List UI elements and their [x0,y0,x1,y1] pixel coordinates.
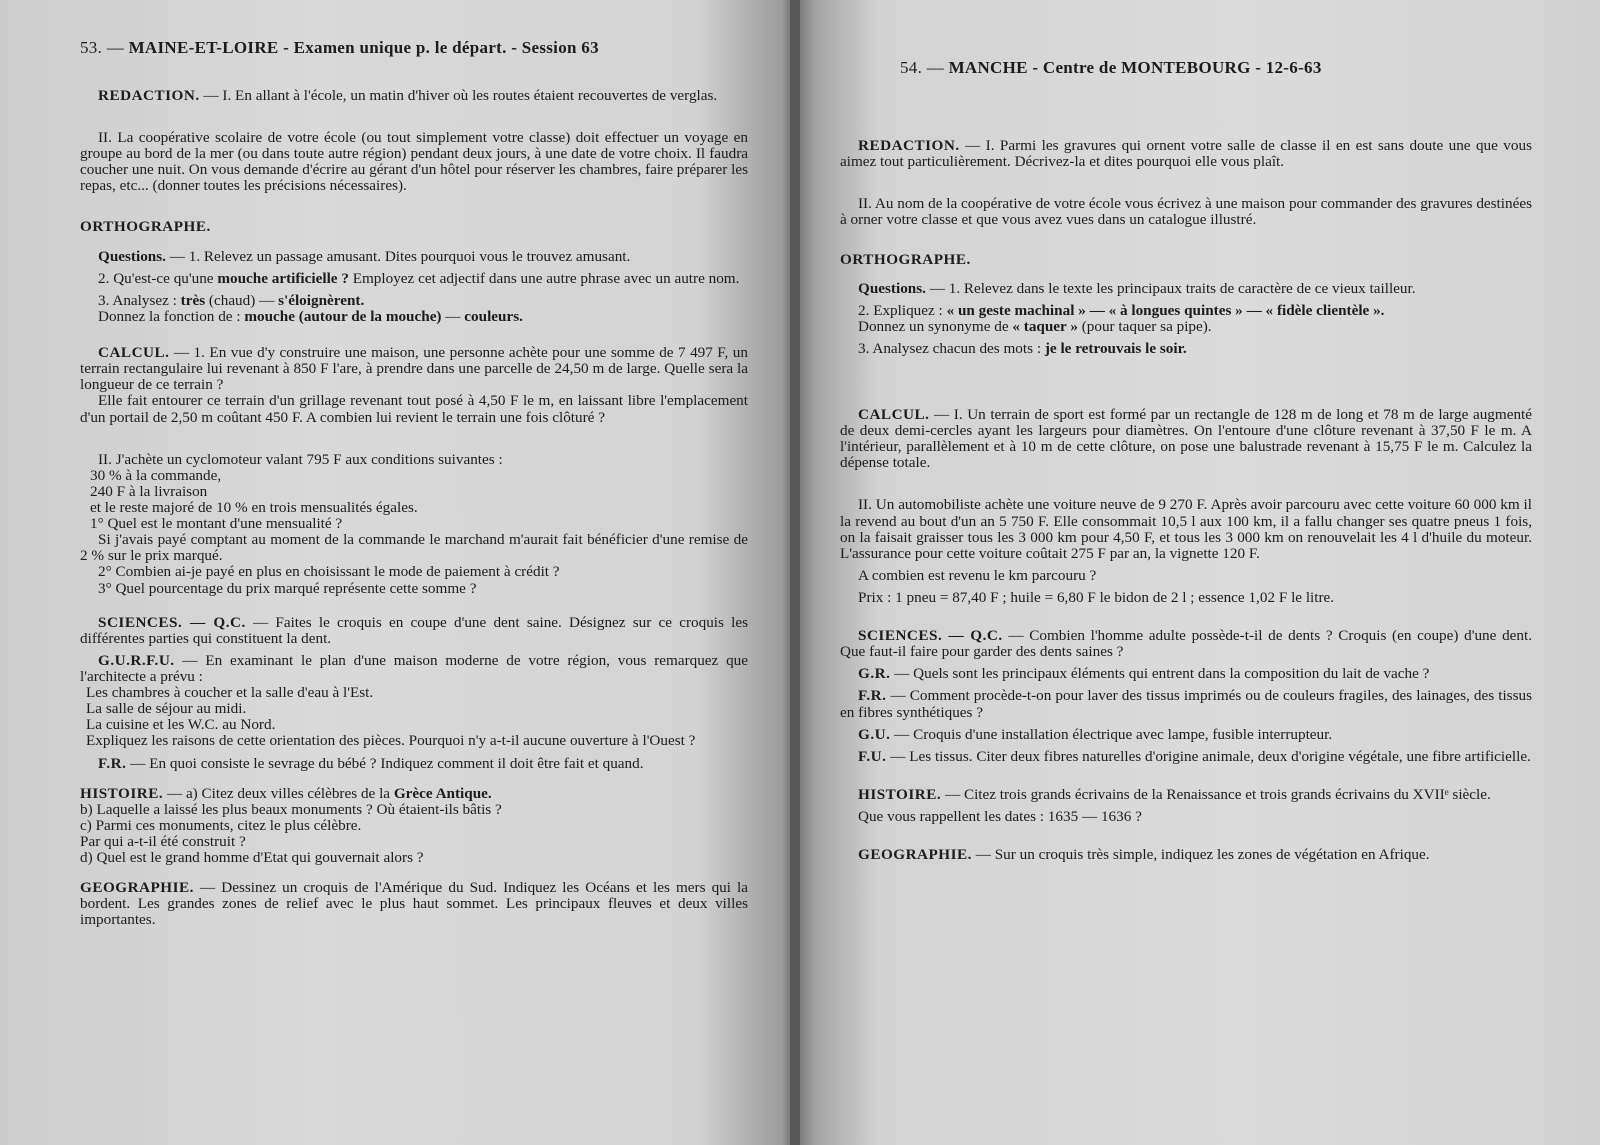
section-heading: SCIENCES. — Q.C. [858,627,1003,645]
page-header: 54. — MANCHE - Centre de MONTEBOURG - 12-6-63 [900,58,1322,77]
page-header: 53. — MAINE-ET-LOIRE - Examen unique p. le départ. - Session 63 [80,38,599,57]
geographie-section: GEOGRAPHIE. — Sur un croquis très simple, indiquez les zones de végétation en Afrique. [858,846,1430,864]
section-heading: CALCUL. [858,405,930,423]
section-heading: REDACTION. [98,87,200,104]
section-heading: ORTHOGRAPHE. [840,251,971,269]
section-heading: HISTOIRE. [80,784,164,802]
redaction-section: REDACTION. — I. En allant à l'école, un matin d'hiver où les routes étaient recouvertes de verglas. II. La coopérative scolaire de votre école (ou tout simplement votre classe) doit effectuer un voyage en groupe au bord de la mer (ou dans toute autre région) pendant deux jours, à une date de votre choix. Il faudra coucher une nuit. On vous demande d'écrire au gérant d'un hôtel pour réserver les chambres, faire préparer les repas, etc... (donner toutes les précisions nécessaires). [80,87,748,195]
book-spine [790,0,800,1145]
left-page [0,0,790,1145]
section-heading: HISTOIRE. [858,785,942,803]
section-heading: CALCUL. [98,344,170,362]
calcul-section: CALCUL. — I. Un terrain de sport est formé par un rectangle de 128 m de long et 78 m de large augmenté de deux demi-cercles ayant les largeurs pour diamètres. On l'entoure d'une clôture revenant à 37,50 F le m. A l'intérieur, parallèlement et à 10 m de cette clôture, on pose une balustrade revenant à 15,75 F le m. Calculez la dépense totale. II. Un automobiliste achète une voiture neuve de 9 270 F. Après avoir parcouru avec cette voiture 60 000 km il la revend au bout d'un an 5 750 F. Elle consommait 10,5 l aux 100 km, il a fallu changer ses quatre pneus 1 fois, on la faisait graisser tous les 3 000 km pour 4,50 F, et tous les 3 000 km on renouvelait les 4 l d'huile du moteur. L'assurance pour cette voiture coûtait 275 F par an, la vignette 120 F. A combien est revenu le km parcouru ? Prix : 1 pneu = 87,40 F ; huile = 6,80 F le bidon de 2 l ; essence 1,02 F le litre. [840,405,1533,606]
redaction-section: REDACTION. — I. Parmi les gravures qui ornent votre salle de classe il en est sans doute une que vous aimez tout particulièrement. Décrivez-la et dites pourquoi elle vous plaît. II. Au nom de la coopérative de votre école vous écrivez à une maison pour commander des gravures destinées à orner votre classe et que vous avez vues dans un catalogue illustré. [840,137,1532,229]
section-heading: ORTHOGRAPHE. [80,217,211,235]
right-page [800,0,1600,1145]
calcul-section: CALCUL. — 1. En vue d'y construire une maison, une personne achète pour une somme de 7 497 F, un terrain rectangulaire lui revenant à 850 F l'are, à prendre dans une parcelle de 24,50 m de large. Quelle sera la longueur de ce terrain ? Elle fait entourer ce terrain d'un grillage revenant tout posé à 4,50 F le m, en laissant libre l'emplacement d'un portail de 2,50 m coûtant 450 F. A combien lui revient le terrain une fois clôturé ? II. J'achète un cyclomoteur valant 795 F aux conditions suivantes : 30 % à la commande, 240 F à la livraison et le reste majoré de 10 % en trois mensualités égales. 1° Quel est le montant d'une mensualité ? Si j'avais payé comptant au moment de la commande le marchand m'aurait fait bénéficier d'une remise de 2 % sur le prix marqué. 2° Combien ai-je payé en plus en choisissant le mode de paiement à crédit ? 3° Quel pourcentage du prix marqué représente cette somme ? [80,344,748,597]
section-heading: GEOGRAPHIE. [858,846,972,864]
section-heading: REDACTION. [858,137,960,154]
section-heading: GEOGRAPHIE. [80,879,194,897]
sciences-section: SCIENCES. — Q.C. — Faites le croquis en coupe d'une dent saine. Désignez sur ce croquis les différentes parties qui constituent la dent. G.U.R.F.U. — En examinant le plan d'une maison moderne de votre région, vous remarquez que l'architecte a prévu : Les chambres à coucher et la salle d'eau à l'Est. La salle de séjour au midi. La cuisine et les W.C. au Nord. Expliquez les raisons de cette orientation des pièces. Pourquoi n'y a-t-il aucune ouverture à l'Ouest ? F.R. — En quoi consiste le sevrage du bébé ? Indiquez comment il doit être fait et quand. [80,613,749,772]
section-heading: SCIENCES. — Q.C. [98,613,246,631]
geographie-section: GEOGRAPHIE. — Dessinez un croquis de l'Amérique du Sud. Indiquez les Océans et les mers qui la bordent. Les grandes zones de relief avec le plus haut sommet. Les principaux fleuves et deux villes importantes. [80,879,749,929]
histoire-section: HISTOIRE. — a) Citez deux villes célèbres de la Grèce Antique. b) Laquelle a laissé les plus beaux monuments ? Où étaient-ils bâtis ? c) Parmi ces monuments, citez le plus célèbre. Par qui a-t-il été construit ? d) Quel est le grand homme d'Etat qui gouvernait alors ? [80,784,502,867]
orthographe-section: ORTHOGRAPHE. Questions. — 1. Relevez dans le texte les principaux traits de caractère de ce vieux tailleur. 2. Expliquez : « un geste machinal » — « à longues quintes » — « fidèle clientèle ». Donnez un synonyme de « taquer » (pour taquer sa pipe). 3. Analysez chacun des mots : je le retrouvais le soir. [840,252,1532,357]
histoire-section: HISTOIRE. — Citez trois grands écrivains de la Renaissance et trois grands écrivains du XVIIᵉ siècle. Que vous rappellent les dates : 1635 — 1636 ? [858,785,1491,825]
orthographe-section: ORTHOGRAPHE. Questions. — 1. Relevez un passage amusant. Dites pourquoi vous le trouvez amusant. 2. Qu'est-ce qu'une mouche artificielle ? Employez cet adjectif dans une autre phrase avec un autre nom. 3. Analysez : très (chaud) — s'éloignèrent. Donnez la fonction de : mouche (autour de la mouche) — couleurs. [80,219,748,326]
sciences-section: SCIENCES. — Q.C. — Combien l'homme adulte possède-t-il de dents ? Croquis (en coupe) d'une dent. Que faut-il faire pour garder des dents saines ? G.R. — Quels sont les principaux éléments qui entrent dans la composition du lait de vache ? F.R. — Comment procède-t-on pour laver des tissus imprimés ou de couleurs fragiles, des lainages, des tissus en fibres synthétiques ? G.U. — Croquis d'une installation électrique avec lampe, fusible interrupteur. F.U. — Les tissus. Citer deux fibres naturelles d'origine animale, deux d'origine végétale, une fibre artificielle. [840,627,1533,765]
